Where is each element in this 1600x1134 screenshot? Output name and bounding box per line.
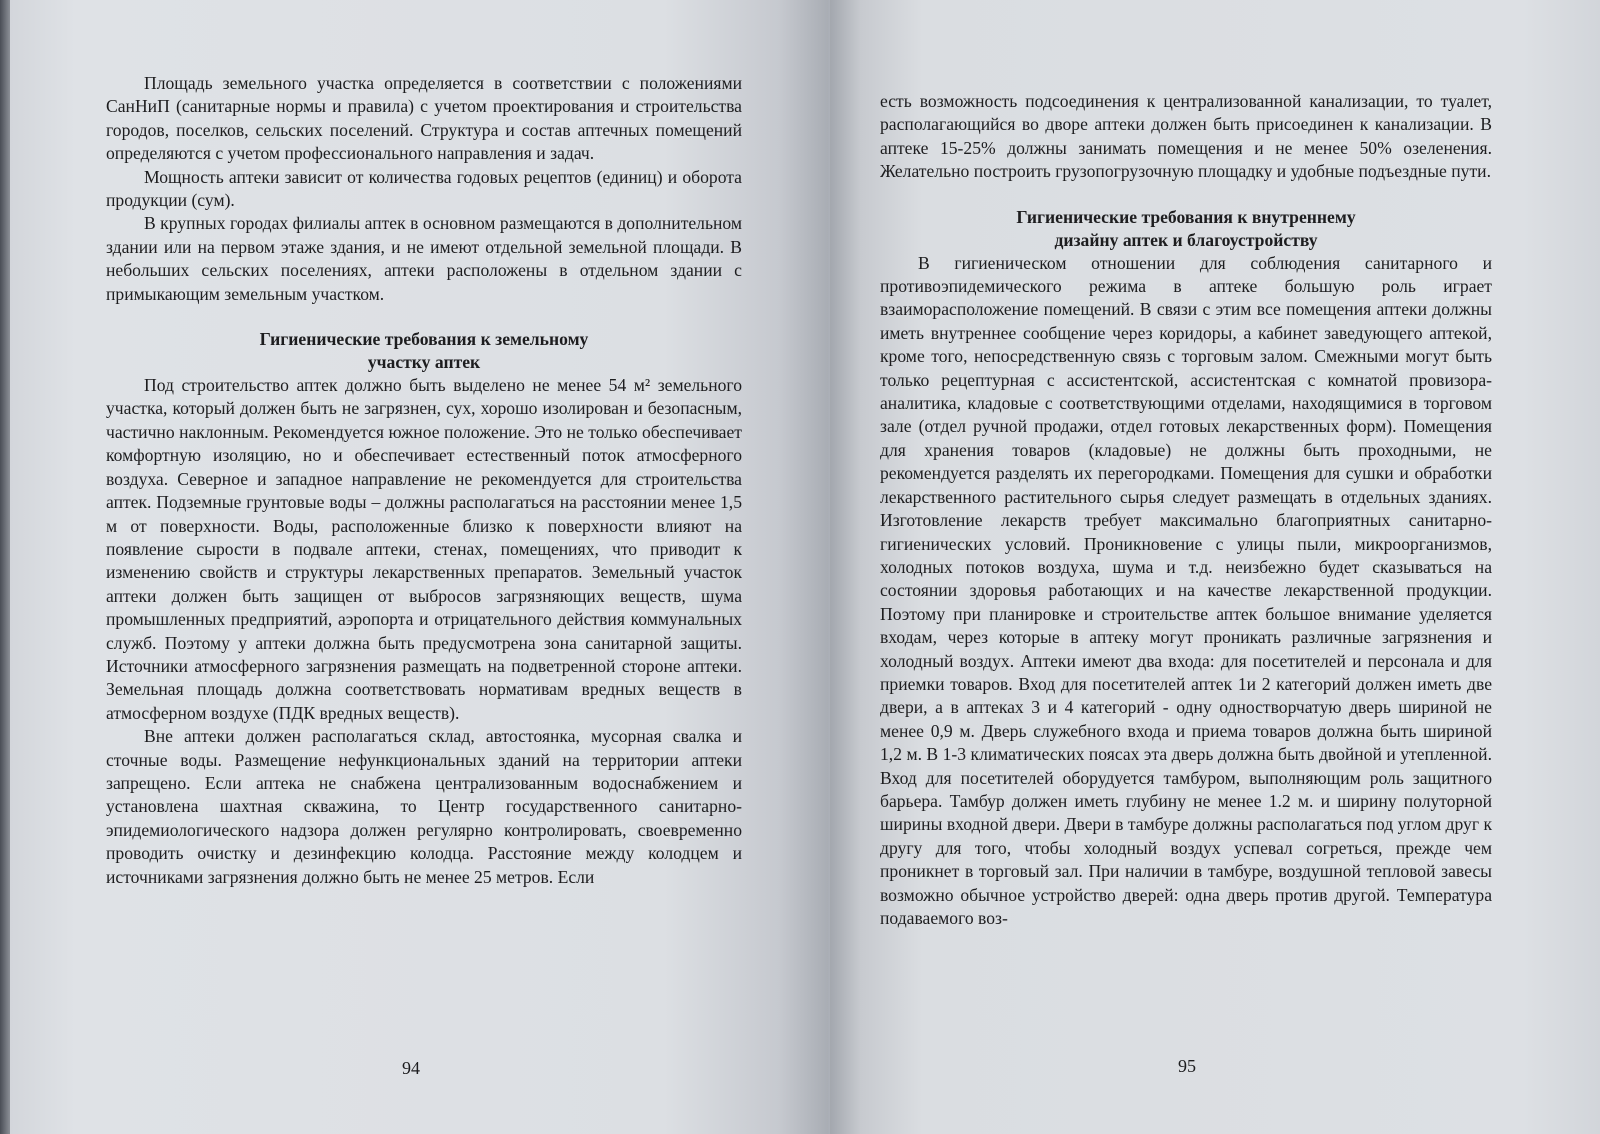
left-paragraph-5: Вне аптеки должен располагаться склад, автостоянка, мусорная свалка и сточные воды. Размещение нефункциональных зданий на территории аптеки запрещено. Если аптека не снабжена централизованным водоснабжением и установлена шахтная скважина, то Центр государственного санитарно-эпидемиологического надзора должен регулярно контролировать, своевременно проводить очистку и дезинфекцию колодца. Расстояние между колодцем и источниками загрязнения должно быть не менее 25 метров. Если (106, 726, 742, 887)
left-paragraph-1: Площадь земельного участка определяется в соответствии с положениями СанНиП (санитарные нормы и правила) с учетом проектирования и строительства городов, поселков, сельских поселений. Структура и состав аптечных помещений определяются с учетом профессионального направления и задач. (106, 73, 742, 164)
left-paragraph-3: В крупных городах филиалы аптек в основном размещаются в дополнительном здании или на первом этаже здания, и не имеют отдельной земельной площади. В небольших сельских поселениях, аптеки расположены в отдельном здании с примыкающим земельным участком. (106, 213, 742, 304)
left-heading-line-2: участку аптек (367, 352, 481, 373)
right-page-text (880, 90, 1492, 930)
right-heading-line-1: Гигиенические требования к внутреннему (1016, 206, 1356, 227)
left-paragraph-2: Мощность аптеки зависит от количества годовых рецептов (единиц) и оборота продукции (сум). (106, 166, 742, 211)
right-section-heading (880, 206, 1492, 252)
left-page (10, 0, 828, 1134)
right-page-number: 95 (1178, 1056, 1196, 1076)
right-paragraph-2: В гигиеническом отношении для соблюдения санитарного и противоэпидемического режима в аптеке большую роль играет взаиморасположение помещений. В связи с этим все помещения аптеки должны иметь внутреннее сообщение через коридоры, а кабинет заведующего аптекой, кроме того, непосредственную связь с торговым залом. Смежными могут быть только рецептурная с ассистентской, ассистентская с комнатой провизора-аналитика, кладовые с соответствующими отделами, находящимися в торговом зале (отдел ручной продажи, отдел готовых лекарственных форм). Помещения для хранения товаров (кладовые) не должны быть проходными, не рекомендуется разделять их перегородками. Помещения для сушки и обработки лекарственного растительного сырья следует размещать в отдельных зданиях. Изготовление лекарств требует максимально благоприятных санитарно- гигиенических условий. Проникновение с улицы пыли, микроорганизмов, холодных потоков воздуха, шума и т.д. неизбежно будет сказываться на состоянии здоровья работающих и на качестве лекарственной продукции. Поэтому при планировке и строительстве аптек большое внимание уделяется входам, через которые в аптеку могут проникать различные загрязнения и холодный воздух. Аптеки имеют два входа: для посетителей и персонала и для приемки товаров. Вход для посетителей аптек 1и 2 категорий должен иметь две двери, а в аптеках 3 и 4 категорий - одну одностворчатую дверь шириной не менее 0,9 м. Дверь служебного входа и приема товаров должна быть шириной 1,2 м. В 1-3 климатических поясах эта дверь должна быть двойной и утепленной. Вход для посетителей оборудуется тамбуром, выполняющим роль защитного барьера. Тамбур должен иметь глубину не менее 1.2 м. и ширину полуторной ширины входной двери. Двери в тамбуре должны располагаться под углом друг к другу для того, чтобы холодный воздух успевал согреться, прежде чем проникнет в торговый зал. При наличии в тамбуре, воздушной тепловой завесы возможно обычное устройство дверей: одна дверь против другой. Температура подаваемого воз- (880, 252, 1492, 928)
left-heading-line-1: Гигиенические требования к земельному (259, 329, 589, 350)
right-page (830, 0, 1600, 1134)
right-heading-line-2: дизайну аптек и благоустройству (1054, 229, 1318, 250)
left-paragraph-4: Под строительство аптек должно быть выделено не менее 54 м² земельного участка, который должен быть не загрязнен, сух, хорошо изолирован и безопасным, частично наклонным. Рекомендуется южное положение. Это не только обеспечивает комфортную изоляцию, но и обеспечивает естественный поток атмосферного воздуха. Северное и западное направление не рекомендуется для строительства аптек. Подземные грунтовые воды – должны располагаться на расстоянии менее 1,5 м от поверхности. Воды, расположенные близко к поверхности влияют на появление сырости в подвале аптеки, стенах, помещениях, что приводит к изменению свойств и структуры лекарственных препаратов. Земельный участок аптеки должен быть защищен от выбросов загрязняющих веществ, шума промышленных предприятий, аэропорта и отрицательного действия коммунальных служб. Поэтому у аптеки должна быть предусмотрена зона санитарной защиты. Источники атмосферного загрязнения размещать на подветренной стороне аптеки. Земельная площадь должна соответствовать нормативам вредных веществ в атмосферном воздухе (ПДК вредных веществ). (106, 375, 742, 723)
left-page-text (106, 72, 742, 889)
left-page-number: 94 (402, 1058, 420, 1078)
left-section-heading (106, 328, 742, 374)
right-paragraph-1: есть возможность подсоединения к централизованной канализации, то туалет, располагающийся во дворе аптеки должен быть присоединен к канализации. В аптеке 15-25% должны занимать помещения и не менее 50% озеленения. Желательно построить грузопогрузочную площадку и удобные подъездные пути. (880, 91, 1492, 182)
